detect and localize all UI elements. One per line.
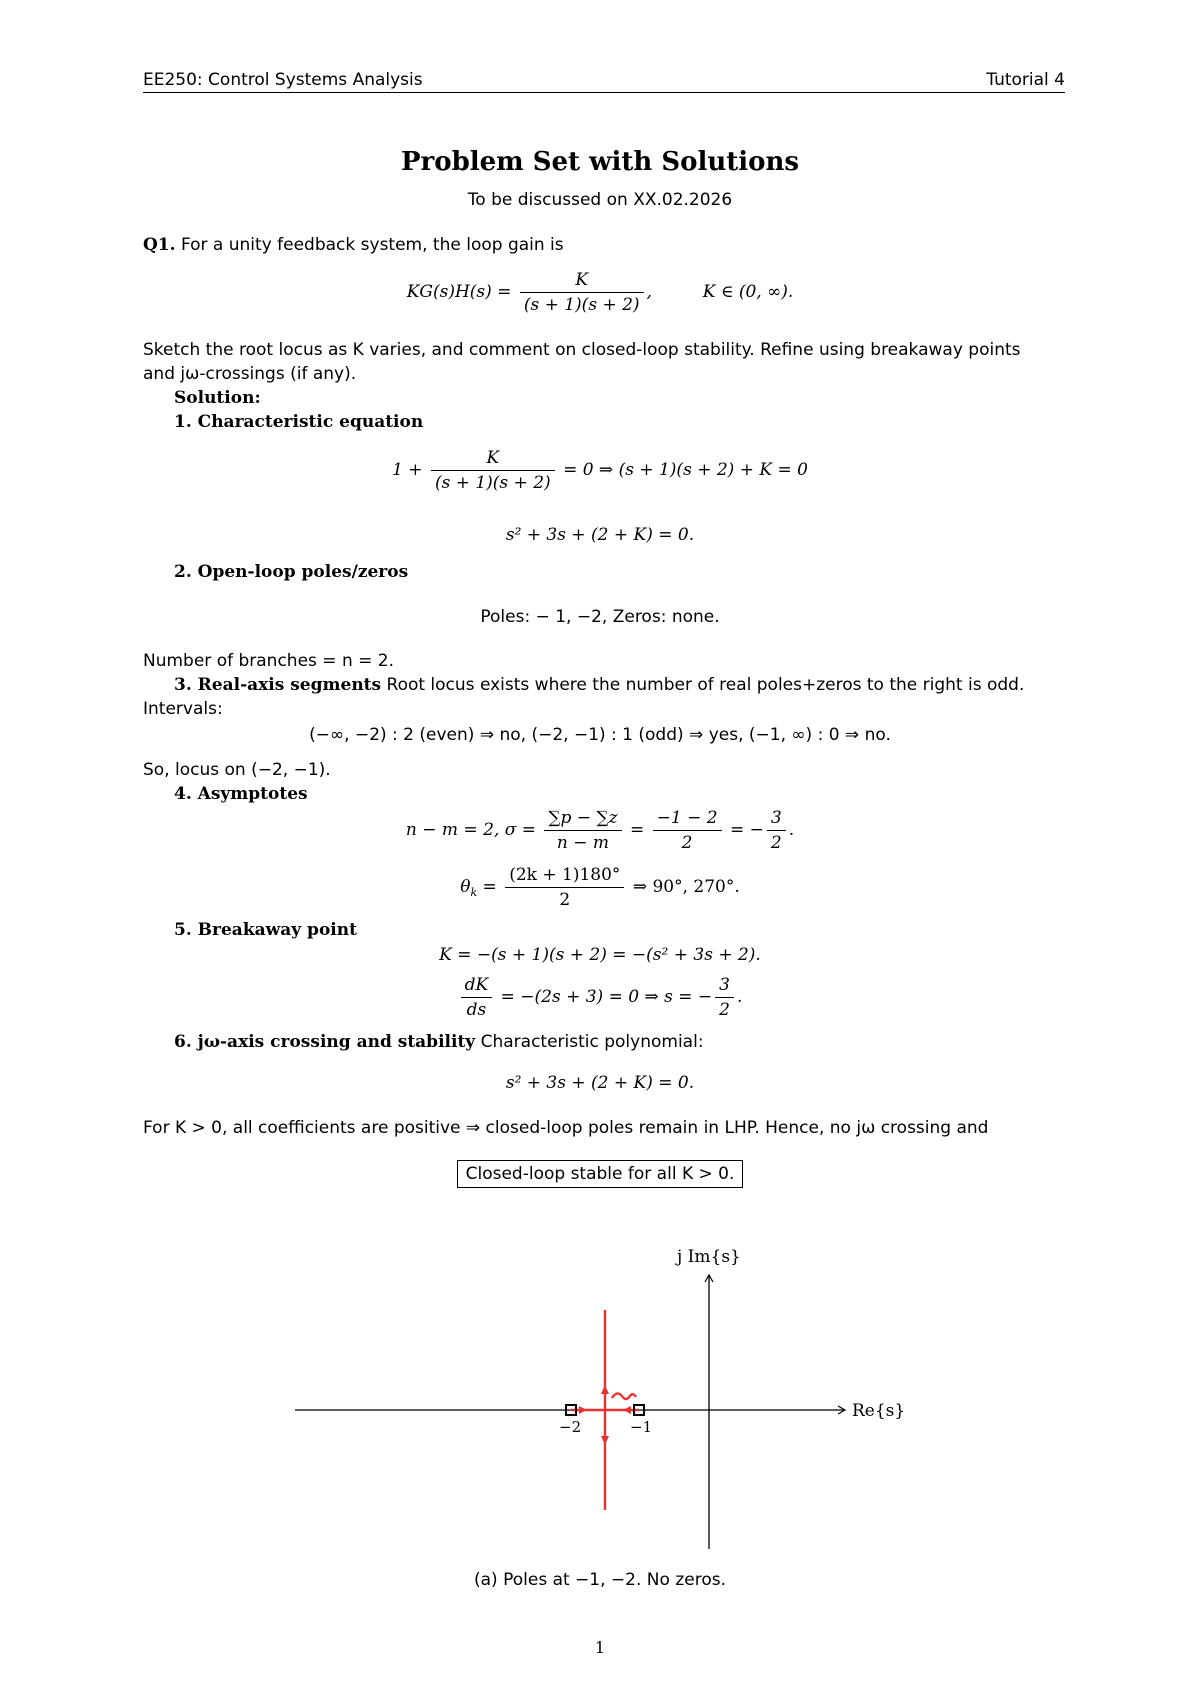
s4-eq1-mid2: = −: [729, 820, 764, 840]
s4-eq2-num: (2k + 1)180°: [505, 865, 624, 888]
s4-eq2-post: ⇒ 90°, 270°.: [632, 877, 740, 897]
imaginary-axis-label: j Im{s}: [677, 1247, 741, 1267]
s2-branches: Number of branches = n = 2.: [143, 651, 394, 671]
header-tutorial: Tutorial 4: [986, 70, 1065, 90]
arrow-right-icon: [623, 1406, 631, 1414]
page-title: Problem Set with Solutions: [400, 147, 800, 177]
s5-eq2-num: dK: [461, 975, 493, 998]
s3-text: Root locus exists where the number of real poles+zeros to the right is odd.: [386, 675, 1025, 695]
s4-eq2-pre: θ: [460, 877, 471, 897]
figure-caption: (a) Poles at −1, −2. No zeros.: [474, 1570, 726, 1590]
s1-eq1-pre: 1 +: [392, 460, 423, 480]
pole-label-minus2: −2: [559, 1418, 582, 1436]
s4-eq2-den: 2: [559, 890, 571, 910]
s3-intervals-label: Intervals:: [143, 699, 223, 719]
s5-eq2-num2: 3: [715, 975, 734, 998]
s4-eq1-den3: 2: [770, 833, 782, 853]
s3-heading: 3. Real-axis segments: [174, 675, 382, 695]
s4-eq1-mid: =: [629, 820, 645, 840]
q1-eq-range: K ∈ (0, ∞).: [702, 282, 794, 302]
q1-task-line2: and jω-crossings (if any).: [143, 364, 357, 384]
s6-boxed-result: Closed-loop stable for all K > 0.: [457, 1160, 744, 1188]
page-subtitle: To be discussed on XX.02.2026: [467, 190, 733, 210]
real-axis-label: Re{s}: [852, 1401, 906, 1421]
page-number: 1: [594, 1638, 606, 1657]
solution-label: Solution:: [174, 388, 261, 408]
q1-eq-den: (s + 1)(s + 2): [523, 295, 640, 315]
s1-eq1-post: = 0 ⇒ (s + 1)(s + 2) + K = 0: [563, 460, 808, 480]
header-course: EE250: Control Systems Analysis: [143, 70, 423, 90]
s4-eq1-den: n − m: [556, 833, 610, 853]
pole-label-minus1: −1: [630, 1418, 653, 1436]
q1-intro: For a unity feedback system, the loop gain is: [180, 235, 564, 255]
s3-conclusion: So, locus on (−2, −1).: [143, 760, 331, 780]
s5-eq2-den: ds: [466, 1000, 487, 1020]
s5-eq2-den2: 2: [719, 1000, 730, 1020]
q1-eq-comma: ,: [646, 282, 652, 302]
q1-task-line1: Sketch the root locus as K varies, and comment on closed-loop stability. Refine using breakaway points: [143, 340, 1021, 360]
q1-label: Q1.: [143, 235, 176, 255]
s1-equation2: s² + 3s + (2 + K) = 0.: [505, 525, 695, 545]
s3-intervals-equation: (−∞, −2) : 2 (even) ⇒ no, (−2, −1) : 1 (odd) ⇒ yes, (−1, ∞) : 0 ⇒ no.: [309, 725, 891, 745]
s6-conclusion: For K > 0, all coefficients are positive ⇒ closed-loop poles remain in LHP. Hence, no jω crossing and: [143, 1118, 989, 1138]
s4-eq1-num: ∑p − ∑z: [544, 808, 621, 831]
s4-eq1-pre: n − m = 2, σ =: [405, 820, 536, 840]
s6-heading: 6. jω-axis crossing and stability: [174, 1032, 476, 1052]
s4-eq1-den2: 2: [681, 833, 693, 853]
q1-eq-num: K: [520, 270, 644, 293]
s2-heading: 2. Open-loop poles/zeros: [174, 562, 409, 582]
s5-heading: 5. Breakaway point: [174, 920, 357, 940]
s5-eq2-end: .: [736, 987, 743, 1007]
s4-eq1-num3: 3: [767, 808, 786, 831]
s4-heading: 4. Asymptotes: [174, 784, 308, 804]
arrow-left-icon: [579, 1406, 587, 1414]
arrow-down-icon: [601, 1436, 609, 1445]
s1-heading: 1. Characteristic equation: [174, 412, 424, 432]
s4-eq1-end: .: [788, 820, 795, 840]
s4-eq2-eq: =: [477, 877, 497, 897]
s4-eq1-num2: −1 − 2: [653, 808, 722, 831]
s5-equation1: K = −(s + 1)(s + 2) = −(s² + 3s + 2).: [439, 945, 761, 965]
s4-eq2-sub: k: [470, 886, 478, 899]
s1-eq1-den: (s + 1)(s + 2): [434, 473, 551, 493]
s6-text: Characteristic polynomial:: [480, 1032, 704, 1052]
s5-eq2-mid: = −(2s + 3) = 0 ⇒ s = −: [500, 987, 713, 1007]
locus-branches: [571, 1310, 639, 1510]
breakaway-marker: [612, 1393, 636, 1399]
arrow-up-icon: [601, 1385, 609, 1394]
s2-equation: Poles: − 1, −2, Zeros: none.: [480, 607, 720, 627]
q1-eq-lhs: KG(s)H(s) =: [406, 282, 512, 302]
s6-equation: s² + 3s + (2 + K) = 0.: [505, 1073, 695, 1093]
s1-eq1-num: K: [431, 448, 555, 471]
